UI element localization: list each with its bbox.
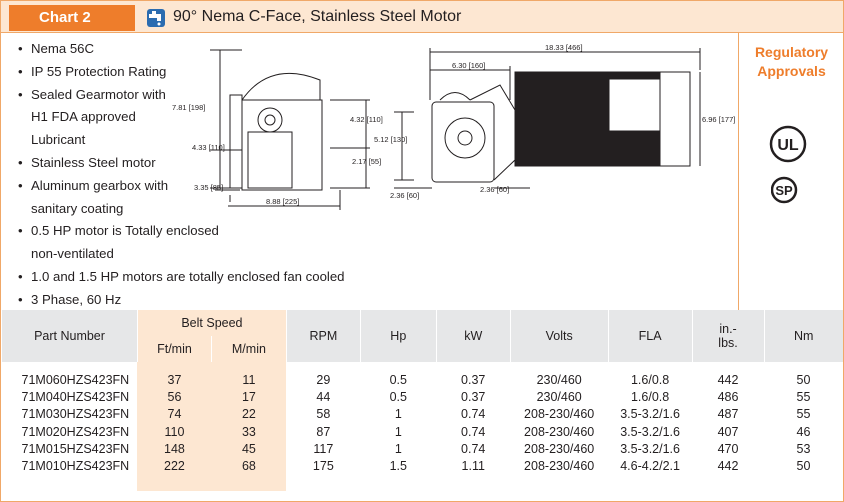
chart-header	[1, 1, 843, 33]
cell-kw: 0.74	[461, 407, 486, 422]
table-pad	[137, 475, 211, 491]
feature-text: Lubricant	[31, 132, 86, 148]
cell-kw: 0.74	[461, 424, 486, 439]
feature-item: • 1.0 and 1.5 HP motors are totally enclosed fan cooled	[18, 266, 378, 289]
dim-left-offset: 3.35 [85]	[194, 183, 224, 192]
specifications-table	[1, 310, 843, 491]
cell-nm: 53	[796, 441, 811, 456]
regulatory-title-line1: Regulatory	[754, 44, 829, 60]
header-kw: kW	[436, 310, 510, 362]
cell-ft: 37	[137, 372, 211, 389]
cell-part: 71M030HZS423FN	[21, 407, 130, 422]
right-view-drawing	[394, 48, 700, 188]
feature-item: • Aluminum gearbox with	[18, 175, 378, 198]
header-nm: Nm	[764, 310, 843, 362]
cell-m: 33	[211, 424, 286, 441]
dim-right-overall: 18.33 [466]	[545, 43, 583, 52]
dim-left-height-mid: 4.33 [110]	[192, 143, 225, 152]
cell-ft: 148	[137, 441, 211, 458]
cell-ft: 110	[137, 424, 211, 441]
header-fla: FLA	[608, 310, 692, 362]
cell-volts: 230/460	[536, 390, 582, 405]
cell-m: 11	[211, 372, 286, 389]
table-spacer	[286, 362, 843, 372]
cell-rpm: 175	[312, 459, 334, 474]
cell-hp: 1	[394, 441, 402, 456]
cell-kw: 0.37	[461, 390, 486, 405]
cell-fla: 1.6/0.8	[630, 390, 670, 405]
table-row	[2, 406, 844, 423]
cell-hp: 0.5	[389, 373, 407, 387]
table-row	[2, 458, 844, 475]
header-hp: Hp	[360, 310, 436, 362]
cell-hp: 1.5	[389, 459, 407, 474]
dim-right-shaft-height: 5.12 [130]	[374, 135, 408, 144]
regulatory-approvals-panel	[738, 33, 843, 310]
table-spacer	[137, 362, 211, 372]
cell-volts: 208-230/460	[524, 459, 595, 474]
cell-m: 17	[211, 389, 286, 406]
ul-text: UL	[777, 137, 799, 154]
dim-right-motor-height: 6.96 [177]	[702, 115, 736, 124]
cell-volts: 208-230/460	[524, 407, 595, 422]
cell-part: 71M010HZS423FN	[21, 459, 130, 474]
regulatory-title-line2: Approvals	[757, 63, 826, 79]
table-pad	[211, 475, 286, 491]
cell-inlbs: 487	[717, 407, 739, 422]
cell-nm: 46	[796, 424, 811, 439]
header-rpm: RPM	[286, 310, 360, 362]
feature-item: • Stainless Steel motor	[18, 152, 378, 175]
cell-fla: 1.6/0.8	[630, 373, 670, 387]
table-pad	[2, 475, 138, 491]
dim-left-height-total: 7.81 [198]	[172, 103, 206, 112]
cell-inlbs: 486	[717, 390, 739, 405]
cell-kw: 1.11	[461, 459, 485, 474]
header-ft-min: Ft/min	[137, 336, 211, 362]
cell-m: 45	[211, 441, 286, 458]
table-pad	[286, 475, 843, 491]
cell-rpm: 44	[316, 390, 331, 405]
cell-m: 68	[211, 458, 286, 475]
header-belt-speed: Belt Speed	[137, 310, 286, 336]
cell-ft: 222	[137, 458, 211, 475]
feature-item: • 3 Phase, 60 Hz	[18, 289, 378, 312]
faucet-icon	[147, 9, 165, 27]
cell-part: 71M060HZS423FN	[21, 373, 130, 387]
cell-inlbs: 470	[717, 441, 739, 456]
cell-hp: 1	[394, 424, 402, 439]
cell-volts: 208-230/460	[524, 424, 595, 439]
table-row	[2, 441, 844, 458]
cell-rpm: 58	[316, 407, 331, 422]
dim-right-base-left: 2.36 [60]	[390, 191, 420, 200]
cell-nm: 55	[796, 407, 811, 422]
cell-fla: 3.5-3.2/1.6	[620, 407, 680, 422]
feature-item: • Sealed Gearmotor with	[18, 84, 378, 107]
header-volts: Volts	[510, 310, 608, 362]
header-inlbs-line2: lbs.	[718, 336, 738, 350]
feature-item: • IP 55 Protection Rating	[18, 61, 378, 84]
feature-item: • 0.5 HP motor is Totally enclosed	[18, 220, 378, 243]
cell-rpm: 87	[316, 424, 331, 439]
table-spacer	[211, 362, 286, 372]
dim-right-to-flange: 6.30 [160]	[452, 61, 486, 70]
header-part-number: Part Number	[2, 310, 138, 362]
chart-label: Chart 2	[9, 5, 135, 31]
cell-hp: 1	[394, 407, 402, 422]
table-row	[2, 424, 844, 441]
cell-hp: 0.5	[389, 390, 407, 405]
cell-kw: 0.37	[461, 373, 486, 387]
feature-text: sanitary coating	[31, 200, 124, 216]
cell-part: 71M015HZS423FN	[21, 441, 130, 456]
feature-item-cont	[18, 243, 378, 266]
cell-ft: 56	[137, 389, 211, 406]
cell-fla: 3.5-3.2/1.6	[620, 424, 680, 439]
cell-inlbs: 442	[717, 459, 739, 474]
header-inlbs	[692, 310, 764, 362]
dim-right-lower: 2.17 [55]	[352, 157, 382, 166]
cell-part: 71M040HZS423FN	[21, 390, 130, 405]
table-row	[2, 372, 844, 389]
table-row	[2, 389, 844, 406]
cell-part: 71M020HZS423FN	[21, 424, 130, 439]
chart-title: 90° Nema C-Face, Stainless Steel Motor	[173, 8, 462, 25]
cell-rpm: 29	[316, 373, 331, 387]
dim-right-base-right: 2.36 [60]	[480, 185, 510, 194]
cell-nm: 50	[796, 459, 811, 474]
cell-nm: 55	[796, 390, 811, 405]
dim-left-width: 8.88 [225]	[266, 197, 300, 206]
table-spacer	[2, 362, 138, 372]
cell-ft: 74	[137, 406, 211, 423]
cell-rpm: 117	[313, 441, 334, 456]
feature-text: H1 FDA approved	[31, 109, 136, 125]
cell-fla: 4.6-4.2/2.1	[620, 459, 680, 474]
cell-volts: 230/460	[536, 373, 582, 387]
dimension-drawings	[170, 40, 740, 212]
header-m-min: M/min	[211, 336, 286, 362]
cell-kw: 0.74	[461, 441, 486, 456]
cell-inlbs: 442	[717, 373, 739, 387]
cell-inlbs: 407	[717, 424, 739, 439]
cell-volts: 208-230/460	[524, 441, 595, 456]
left-view-drawing	[210, 50, 370, 210]
cell-fla: 3.5-3.2/1.6	[620, 441, 680, 456]
cell-nm: 50	[796, 373, 811, 387]
ul-listed-icon	[769, 125, 807, 163]
header-inlbs-line1: in.-	[719, 322, 737, 336]
table-body	[2, 372, 844, 475]
csa-text: SP	[775, 183, 793, 198]
regulatory-title	[739, 43, 844, 81]
cell-m: 22	[211, 406, 286, 423]
feature-text: non-ventilated	[31, 246, 114, 262]
dim-right-upper: 4.32 [110]	[350, 115, 383, 124]
feature-item: • Nema 56C	[18, 38, 378, 61]
csa-certified-icon	[771, 175, 801, 205]
